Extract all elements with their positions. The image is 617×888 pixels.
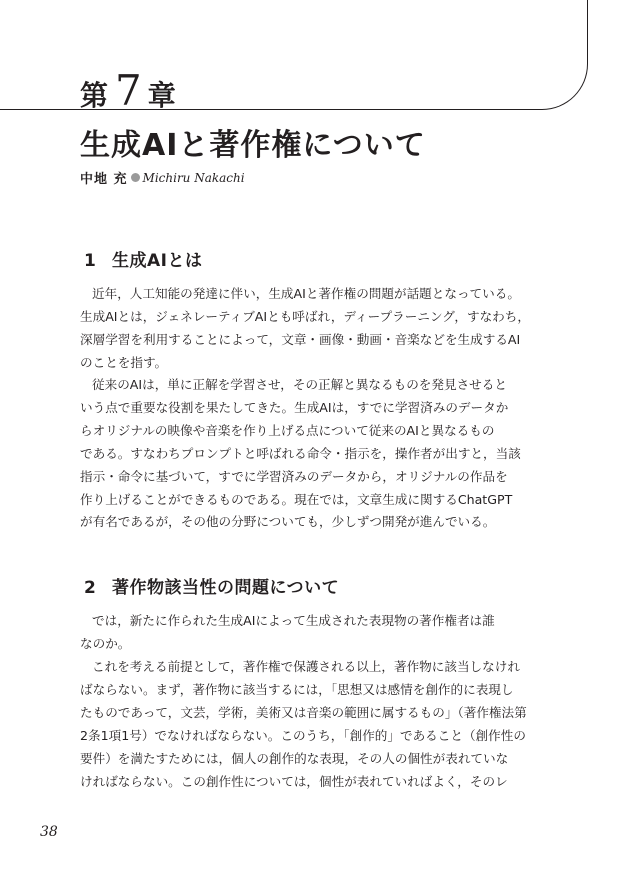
paragraph xyxy=(80,610,540,656)
section-number: 2 xyxy=(84,578,97,598)
text-line: ばならない。まず，著作物に該当するには，「思想又は感情を創作的に表現し xyxy=(80,681,514,697)
chapter-title: 生成AIと著作権について xyxy=(80,128,426,163)
text-line: これを考える前提として，著作権で保護される以上，著作物に該当しなけれ xyxy=(92,659,520,674)
author-romanized-name: Michiru Nakachi xyxy=(142,170,245,185)
text-line: 2条1項1号）でなければならない。このうち，「創作的」であること（創作性の xyxy=(80,727,526,743)
text-line: 近年，人工知能の発達に伴い，生成AIと著作権の問題が話題となっている。 xyxy=(92,286,520,301)
bullet-dot-icon xyxy=(131,173,140,182)
section-title: 著作物該当性の問題について xyxy=(112,578,340,598)
text-line: らオリジナルの映像や音楽を作り上げる点について従来のAIと異なるもの xyxy=(80,422,495,438)
section-heading-1 xyxy=(84,246,202,271)
text-line: いう点で重要な役割を果たしてきた。生成AIは，すでに学習済みのデータか xyxy=(80,399,509,415)
chapter-label-prefix: 第 xyxy=(80,79,110,112)
author-name: 中地 充 xyxy=(80,172,128,187)
chapter-number-heading xyxy=(80,66,177,115)
text-line: 要件）を満たすためには，個人の創作的な表現，その人の個性が表れていな xyxy=(80,750,509,766)
text-line: 従来のAIは，単に正解を学習させ，その正解と異なるものを発見させると xyxy=(92,377,507,392)
paragraph xyxy=(80,656,540,793)
text-line: 作り上げることができるものである。現在では，文章生成に関するChatGPT xyxy=(80,491,513,507)
page-number: 38 xyxy=(40,824,58,840)
text-line: では，新たに作られた生成AIによって生成された表現物の著作権者は誰 xyxy=(92,613,495,628)
text-line: が有名であるが，その他の分野についても，少しずつ開発が進んでいる。 xyxy=(80,514,496,530)
text-line: である。すなわちプロンプトと呼ばれる命令・指示を，操作者が出すと，当該 xyxy=(80,445,521,461)
section-heading-2 xyxy=(84,573,339,598)
text-line: 深層学習を利用することによって，文章・画像・動画・音楽などを生成するAI xyxy=(80,331,521,347)
section-title: 生成AIとは xyxy=(112,251,203,271)
author-byline xyxy=(80,168,245,187)
chapter-number: 7 xyxy=(115,66,142,115)
section-number: 1 xyxy=(84,251,97,271)
text-line: たものであって，文芸，学術，美術又は音楽の範囲に属するもの」（著作権法第 xyxy=(80,704,527,720)
text-line: 生成AIとは，ジェネレーティブAIとも呼ばれ，ディープラーニング，すなわち， xyxy=(80,308,530,324)
text-line: のことを指す。 xyxy=(80,354,168,370)
text-line: なのか。 xyxy=(80,635,131,651)
chapter-label-suffix: 章 xyxy=(147,79,177,112)
paragraph xyxy=(80,283,540,375)
text-line: 指示・命令に基づいて，すでに学習済みのデータから，オリジナルの作品を xyxy=(80,468,508,484)
paragraph xyxy=(80,374,540,534)
text-line: ければならない。この創作性については，個性が表れていればよく，そのレ xyxy=(80,773,508,789)
